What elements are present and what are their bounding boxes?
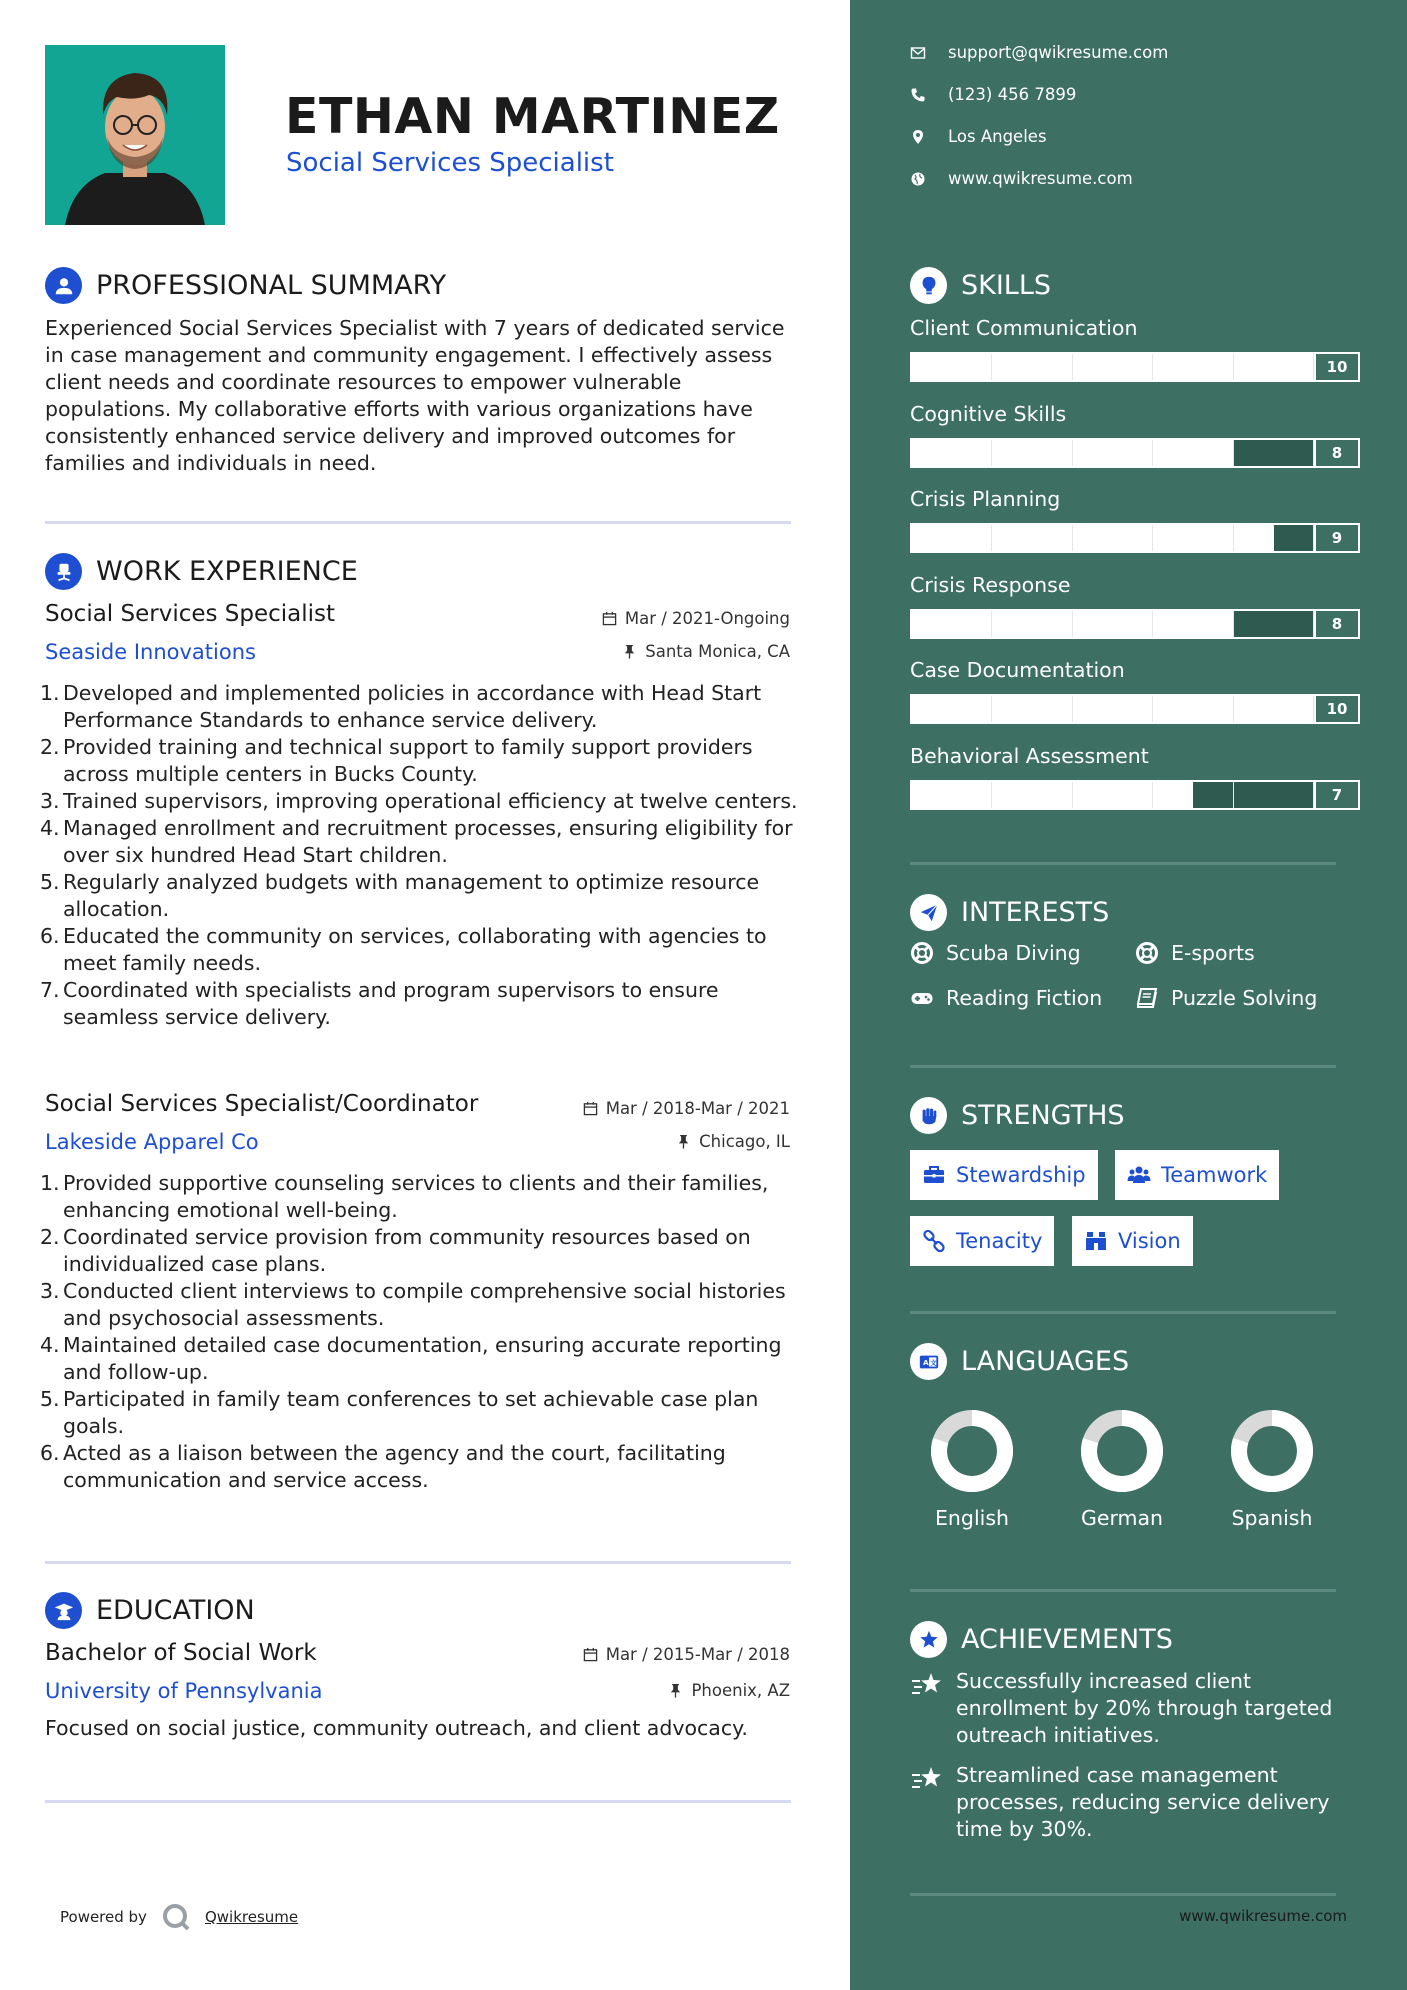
qwikresume-logo-icon xyxy=(161,1902,191,1932)
life-ring-icon xyxy=(910,941,934,965)
job-responsibilities xyxy=(40,1170,800,1494)
achievement-item: Streamlined case management processes, reducing service delivery time by 30%. xyxy=(910,1762,1350,1843)
strength-badge: Tenacity xyxy=(910,1216,1054,1266)
experience-heading xyxy=(45,553,358,590)
candidate-name: ETHAN MARTINEZ xyxy=(285,88,780,145)
strength-badge: Vision xyxy=(1072,1216,1193,1266)
sidebar xyxy=(850,0,1407,1990)
achievements-title: ACHIEVEMENTS xyxy=(961,1624,1173,1655)
skill-bar xyxy=(910,352,1360,382)
summary-title: PROFESSIONAL SUMMARY xyxy=(96,270,447,301)
strength-badge: Stewardship xyxy=(910,1150,1098,1200)
strength-badge: Teamwork xyxy=(1115,1150,1279,1200)
skill-bar-track xyxy=(912,782,1314,808)
skill-bar xyxy=(910,523,1360,553)
job-company: Seaside Innovations xyxy=(45,640,256,664)
skill-label: Client Communication xyxy=(910,316,1138,340)
section-divider xyxy=(910,1311,1336,1314)
phone-icon xyxy=(910,87,926,103)
skill-label: Crisis Response xyxy=(910,572,1071,597)
translate-icon xyxy=(910,1343,947,1380)
skill-bar-track xyxy=(912,696,1314,722)
section-divider xyxy=(910,862,1336,865)
skills-title: SKILLS xyxy=(961,270,1052,301)
calendar-icon xyxy=(583,1101,598,1116)
skill-label: Behavioral Assessment xyxy=(910,743,1149,768)
list-item: 6. Acted as a liaison between the agency and the court, facilitating communication and service access. xyxy=(40,1441,726,1492)
contact-website[interactable]: www.qwikresume.com xyxy=(910,169,1133,188)
profile-photo xyxy=(45,45,225,225)
interest-item: E-sports xyxy=(1135,941,1255,965)
contact-phone[interactable]: (123) 456 7899 xyxy=(910,85,1076,104)
skill-value: 9 xyxy=(1314,525,1358,551)
skill-bar xyxy=(910,780,1360,810)
skill-bar-track xyxy=(912,440,1314,466)
strengths-heading xyxy=(910,1097,1125,1134)
skill-label: Crisis Planning xyxy=(910,487,1061,511)
section-divider xyxy=(910,1589,1336,1592)
skill-label: Cognitive Skills xyxy=(910,401,1067,426)
svg-text:A: A xyxy=(922,1357,929,1367)
job-location: Chicago, IL xyxy=(676,1132,790,1151)
svg-text:文: 文 xyxy=(929,1358,937,1367)
language-level-ring xyxy=(1227,1406,1317,1496)
achievement-item: Successfully increased client enrollment by 20% through targeted outreach initiatives. xyxy=(910,1668,1350,1749)
pin-icon xyxy=(676,1134,691,1149)
user-icon xyxy=(45,267,82,304)
powered-by: Powered by Qwikresume xyxy=(60,1902,298,1932)
language-name: Spanish xyxy=(1231,1506,1313,1530)
summary-heading xyxy=(45,267,446,304)
calendar-icon xyxy=(602,611,617,626)
interest-item: Puzzle Solving xyxy=(1135,986,1317,1010)
education-date: Mar / 2015-Mar / 2018 xyxy=(583,1645,790,1664)
contact-email[interactable]: support@qwikresume.com xyxy=(910,43,1168,62)
skill-value: 8 xyxy=(1314,611,1358,637)
skill-value: 10 xyxy=(1314,696,1358,722)
footer-url[interactable]: www.qwikresume.com xyxy=(1179,1907,1347,1925)
star-badge-icon xyxy=(910,1621,947,1658)
users-icon xyxy=(1127,1163,1151,1187)
interest-item: Scuba Diving xyxy=(910,941,1081,965)
job-location: Santa Monica, CA xyxy=(622,642,790,661)
section-divider xyxy=(45,1561,791,1564)
section-divider xyxy=(910,1065,1336,1068)
language-name: English xyxy=(934,1506,1010,1530)
section-divider xyxy=(45,521,791,524)
education-location: Phoenix, AZ xyxy=(668,1681,790,1700)
education-heading xyxy=(45,1592,255,1629)
language-level-ring xyxy=(927,1406,1017,1496)
qwikresume-link[interactable]: Qwikresume xyxy=(204,1908,299,1926)
list-item: 2. Coordinated service provision from community resources based on individualized case plans. xyxy=(40,1225,751,1276)
envelope-icon xyxy=(910,45,926,61)
list-item: 5. Participated in family team conferences to set achievable case plan goals. xyxy=(40,1387,759,1438)
skills-heading xyxy=(910,267,1051,304)
list-item: 6. Educated the community on services, collaborating with agencies to meet family needs. xyxy=(40,924,767,975)
strengths-title: STRENGTHS xyxy=(961,1100,1125,1131)
book-icon xyxy=(1135,986,1159,1010)
pin-icon xyxy=(668,1683,683,1698)
section-divider xyxy=(45,1800,791,1803)
gamepad-icon xyxy=(910,986,934,1010)
office-chair-icon xyxy=(45,553,82,590)
globe-icon xyxy=(910,171,926,187)
shooting-star-icon xyxy=(910,1764,944,1794)
list-item: 1. Provided supportive counseling services to clients and their families, enhancing emotional well-being. xyxy=(40,1171,769,1222)
language-name: German xyxy=(1080,1506,1164,1530)
job-title: Social Services Specialist xyxy=(45,601,336,627)
skill-value: 7 xyxy=(1314,782,1358,808)
graduate-icon xyxy=(45,1592,82,1629)
lightbulb-icon xyxy=(910,267,947,304)
skill-value: 10 xyxy=(1314,354,1358,380)
language-level-ring xyxy=(1077,1406,1167,1496)
skill-bar-track xyxy=(912,354,1314,380)
school: University of Pennsylvania xyxy=(45,1679,323,1703)
pin-icon xyxy=(622,644,637,659)
skill-bar xyxy=(910,438,1360,468)
list-item: 5. Regularly analyzed budgets with management to optimize resource allocation. xyxy=(40,870,760,921)
job-company: Lakeside Apparel Co xyxy=(45,1130,259,1154)
language-item xyxy=(912,1406,1032,1530)
skill-bar xyxy=(910,694,1360,724)
candidate-role: Social Services Specialist xyxy=(286,148,614,178)
list-item: 3. Trained supervisors, improving operational efficiency at twelve centers. xyxy=(40,789,798,813)
link-icon xyxy=(922,1229,946,1253)
job-date: Mar / 2021-Ongoing xyxy=(602,609,790,628)
list-item: 3. Conducted client interviews to compile comprehensive social histories and psychosocial assessments. xyxy=(40,1279,786,1330)
interests-title: INTERESTS xyxy=(961,897,1110,928)
education-text: Focused on social justice, community outreach, and client advocacy. xyxy=(45,1716,748,1740)
summary-text: Experienced Social Services Specialist with 7 years of dedicated service in case management and community engagement. I effectively assess client needs and coordinate resources to empower vulnerable populations. My collaborative efforts with various organizations have consistently enhanced service delivery and improved outcomes for families and individuals in need. xyxy=(45,316,785,475)
shooting-star-icon xyxy=(910,1670,944,1700)
paper-plane-icon xyxy=(910,894,947,931)
list-item: 7. Coordinated with specialists and program supervisors to ensure seamless service delivery. xyxy=(40,978,719,1029)
section-divider xyxy=(910,1893,1336,1896)
skill-value: 8 xyxy=(1314,440,1358,466)
interests-heading xyxy=(910,894,1109,931)
list-item: 1. Developed and implemented policies in accordance with Head Start Performance Standards to enhance service delivery. xyxy=(40,681,762,732)
job-title: Social Services Specialist/Coordinator xyxy=(45,1091,479,1117)
calendar-icon xyxy=(583,1647,598,1662)
list-item: 4. Managed enrollment and recruitment processes, ensuring eligibility for over six hundred Head Start children. xyxy=(40,816,793,867)
skill-label: Case Documentation xyxy=(910,658,1125,682)
interest-item: Reading Fiction xyxy=(910,986,1102,1010)
fist-icon xyxy=(910,1097,947,1134)
map-marker-icon xyxy=(910,129,926,145)
skill-bar-track xyxy=(912,611,1314,637)
job-responsibilities xyxy=(40,680,800,1031)
education-title: EDUCATION xyxy=(96,1595,255,1626)
binoculars-icon xyxy=(1084,1229,1108,1253)
languages-heading xyxy=(910,1343,1129,1380)
language-item xyxy=(1212,1406,1332,1530)
achievements-heading xyxy=(910,1621,1173,1658)
list-item: 4. Maintained detailed case documentation, ensuring accurate reporting and follow-up. xyxy=(40,1333,782,1384)
contact-location: Los Angeles xyxy=(910,127,1047,146)
experience-title: WORK EXPERIENCE xyxy=(96,556,358,587)
languages-title: LANGUAGES xyxy=(961,1346,1130,1377)
skill-bar xyxy=(910,609,1360,639)
language-item xyxy=(1062,1406,1182,1530)
list-item: 2. Provided training and technical support to family support providers across multiple centers in Bucks County. xyxy=(40,735,753,786)
job-date: Mar / 2018-Mar / 2021 xyxy=(583,1099,790,1118)
briefcase-icon xyxy=(922,1163,946,1187)
skill-bar-track xyxy=(912,525,1314,551)
degree: Bachelor of Social Work xyxy=(45,1640,317,1666)
life-ring-icon xyxy=(1135,941,1159,965)
